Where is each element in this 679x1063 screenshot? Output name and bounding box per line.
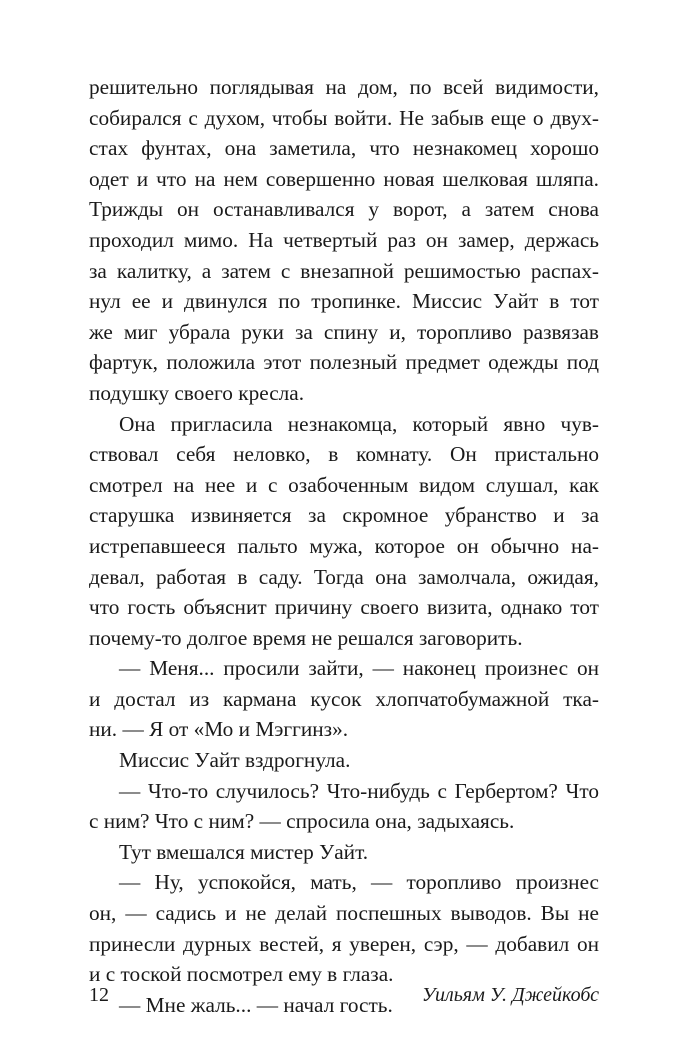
text-line: и достал из кармана кусок хлопчатобумажной тка-: [89, 686, 599, 711]
page-number: 12: [89, 984, 109, 1006]
page-footer: [89, 980, 599, 1010]
text-line: Трижды он останавливался у ворот, а затем снова: [89, 197, 599, 222]
text-line: собирался с духом, чтобы войти. Не забыв еще о двух-: [89, 105, 599, 130]
body-text: [89, 72, 599, 1020]
text-line: почему-то долгое время не решался заговорить.: [89, 625, 523, 650]
text-line: что гость объяснит причину своего визита, однако тот: [89, 595, 599, 620]
text-line: одет и что на нем совершенно новая шелковая шляпа.: [89, 166, 599, 191]
text-line: — Что-то случилось? Что-нибудь с Гербертом? Что: [119, 778, 599, 803]
text-line: — Мне жаль... — начал гость.: [119, 992, 393, 1017]
text-line: ни. — Я от «Мо и Мэггинз».: [89, 717, 349, 742]
text-line: — Меня... просили зайти, — наконец произнес он: [119, 656, 599, 681]
text-line: с ним? Что с ним? — спросила она, задыхаясь.: [89, 809, 515, 834]
text-line: девал, работая в саду. Тогда она замолчала, ожидая,: [89, 564, 599, 589]
text-line: за калитку, а затем с внезапной решимостью распах-: [89, 258, 599, 283]
text-line: же миг убрала руки за спину и, торопливо развязав: [89, 319, 599, 344]
text-line: и с тоской посмотрел ему в глаза.: [89, 962, 394, 987]
text-line: Миссис Уайт вздрогнула.: [119, 748, 351, 773]
text-line: подушку своего кресла.: [89, 380, 305, 405]
text-line: ствовал себя неловко, в комнату. Он пристально: [89, 442, 599, 467]
text-line: он, — садись и не делай поспешных выводов. Вы не: [89, 901, 599, 926]
text-line: Она пригласила незнакомца, который явно чув-: [119, 411, 599, 436]
running-title: Уильям У. Джейкобс: [421, 984, 599, 1006]
text-line: решительно поглядывая на дом, по всей видимости,: [89, 75, 599, 99]
text-line: фартук, положила этот полезный предмет одежды под: [89, 350, 599, 375]
text-line: нул ее и двинулся по тропинке. Миссис Уайт в тот: [89, 289, 599, 314]
text-line: старушка извиняется за скромное убранство и за: [89, 503, 599, 528]
text-line: принесли дурных вестей, я уверен, сэр, — добавил он: [89, 931, 599, 956]
text-line: — Ну, успокойся, мать, — торопливо произнес: [119, 870, 599, 895]
text-line: проходил мимо. На четвертый раз он замер, держась: [89, 227, 599, 252]
text-line: смотрел на нее и с озабоченным видом слушал, как: [89, 472, 599, 497]
text-line: стах фунтах, она заметила, что незнакомец хорошо: [89, 136, 599, 161]
text-line: Тут вмешался мистер Уайт.: [119, 839, 369, 864]
text-line: истрепавшееся пальто мужа, которое он обычно на-: [89, 533, 599, 558]
